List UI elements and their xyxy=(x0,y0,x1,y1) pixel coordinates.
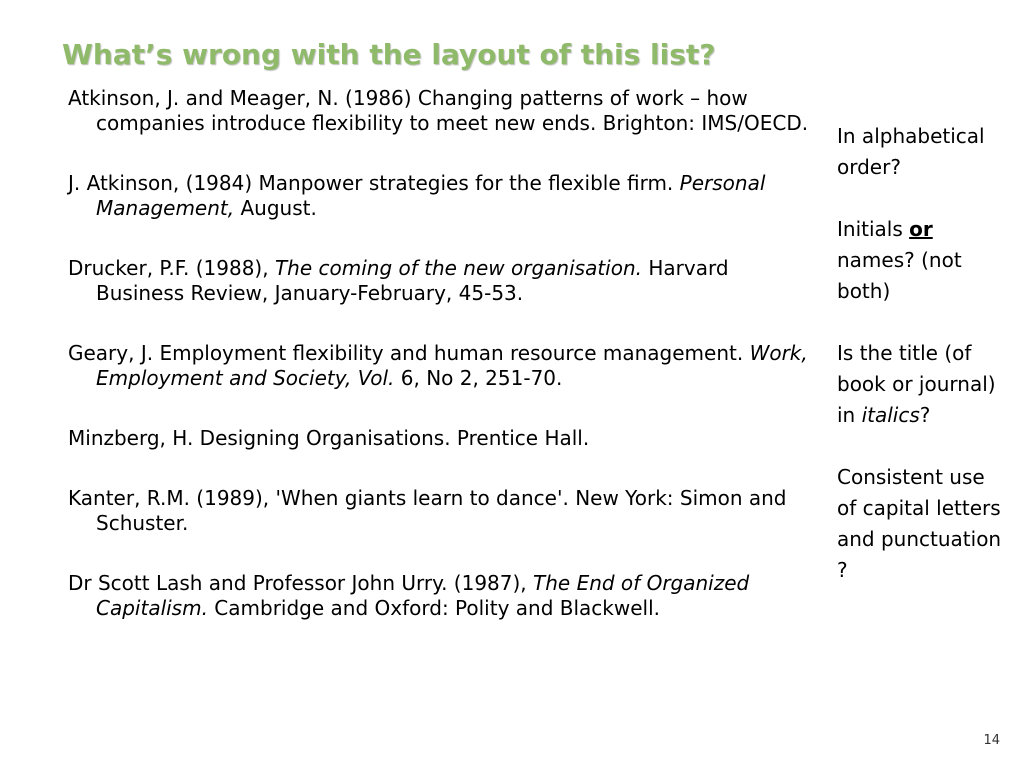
reference-item xyxy=(68,341,810,391)
reference-item xyxy=(68,86,810,136)
note-item xyxy=(837,121,1007,183)
reference-item xyxy=(68,486,810,536)
text-run: Cambridge and Oxford: Polity and Blackwell. xyxy=(207,596,661,620)
note-item xyxy=(837,214,1007,307)
reference-item xyxy=(68,171,810,221)
page-number: 14 xyxy=(983,733,1000,748)
text-run: In alphabetical order? xyxy=(837,124,985,179)
reference-item xyxy=(68,571,810,621)
text-run: August. xyxy=(234,196,317,220)
italic-text: The End of Organized Capitalism. xyxy=(96,571,750,620)
text-run: Geary, J. Employment flexibility and human resource management. xyxy=(68,341,750,365)
reference-item xyxy=(68,256,810,306)
italic-text: italics xyxy=(861,403,920,427)
text-run: Consistent use of capital letters and punctuation ? xyxy=(837,465,1002,582)
italic-text: Work, Employment and Society, Vol. xyxy=(96,341,808,390)
note-item xyxy=(837,462,1007,586)
text-run: Kanter, R.M. (1989), 'When giants learn to dance'. New York: Simon and Schuster. xyxy=(68,486,787,535)
text-run: Minzberg, H. Designing Organisations. Prentice Hall. xyxy=(68,426,590,450)
text-run: Dr Scott Lash and Professor John Urry. (1987), xyxy=(68,571,534,595)
reference-item xyxy=(68,426,810,451)
underlined-text: or xyxy=(909,217,933,241)
text-run: names? (not both) xyxy=(837,248,962,303)
note-item xyxy=(837,338,1007,431)
text-run: Initials xyxy=(837,217,910,241)
reference-list xyxy=(68,86,810,656)
text-run: Atkinson, J. and Meager, N. (1986) Changing patterns of work – how companies introduce flexibility to meet new ends. Brighton: IMS/OECD. xyxy=(68,86,809,135)
text-run: Harvard Business Review, January-February, 45-53. xyxy=(96,256,729,305)
slide-title: What’s wrong with the layout of this list? xyxy=(62,38,716,71)
text-run: J. Atkinson, (1984) Manpower strategies for the flexible firm. xyxy=(68,171,680,195)
text-run: Is the title (of book or journal) in xyxy=(837,341,996,427)
notes-list xyxy=(837,121,1007,617)
text-run: ? xyxy=(919,403,931,427)
italic-text: The coming of the new organisation. xyxy=(274,256,642,280)
text-run: Drucker, P.F. (1988), xyxy=(68,256,275,280)
text-run: 6, No 2, 251-70. xyxy=(394,366,563,390)
italic-text: Personal Management, xyxy=(96,171,766,220)
